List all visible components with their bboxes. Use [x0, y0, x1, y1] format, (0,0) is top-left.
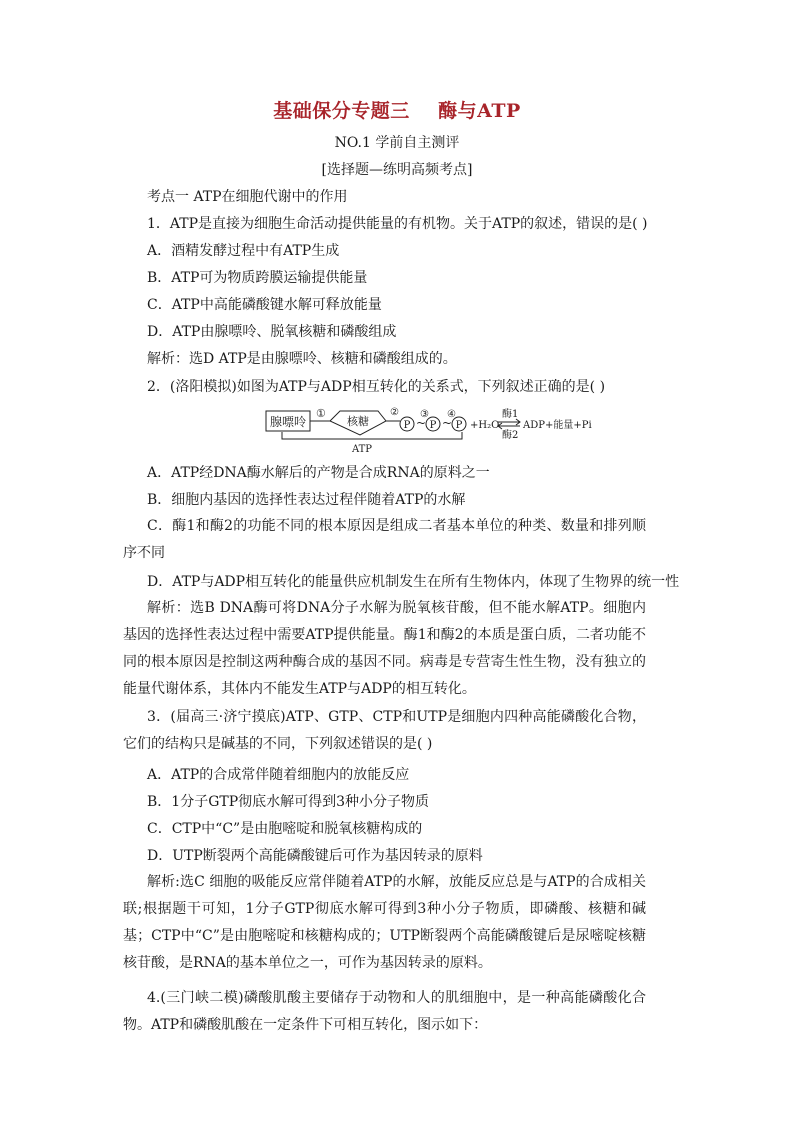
adenine-label: 腺嘌呤	[269, 415, 307, 429]
bond-2-label: ②	[390, 407, 399, 418]
ribose-label: 核糖	[347, 415, 369, 428]
q1-option-b: B．ATP可为物质跨膜运输提供能量	[147, 270, 368, 286]
q3-option-c: C．CTP中“C”是由胞嘧啶和脱氧核糖构成的	[147, 821, 423, 837]
q1-option-a: A．酒精发酵过程中有ATP生成	[147, 243, 340, 259]
atp-adp-diagram	[264, 405, 594, 457]
bond-4-label: ④	[447, 409, 456, 420]
bond-1-label: ①	[316, 407, 326, 420]
q3-analysis: 解析:选C 细胞的吸能反应常伴随着ATP的水解，放能反应总是与ATP的合成相关联;根据题干可知，1分子GTP彻底水解可得到3种小分子物质，即磷酸、核糖和碱基；CTP中“C”是由胞嘧啶和核糖构成的；UTP断裂两个高能磷酸键后是尿嘧啶核糖核苷酸，是RNA的基本单位之一，可作为基因转录的原料。	[123, 874, 646, 971]
q4-stem: 4.(三门峡二模)磷酸肌酸主要储存于动物和人的肌细胞中，是一种高能磷酸化合物。ATP和磷酸肌酸在一定条件下可相互转化，图示如下：	[123, 990, 646, 1033]
svg-text:P: P	[429, 420, 437, 431]
q2-option-c: C．酶1和酶2的功能不同的根本原因是组成二者基本单位的种类、数量和排列顺序不同	[123, 518, 646, 561]
topic-heading: 考点一 ATP在细胞代谢中的作用	[147, 189, 348, 205]
enzyme-2-label: 酶2	[502, 430, 519, 441]
atp-bracket	[282, 432, 462, 439]
q1-option-d: D．ATP由腺嘌呤、脱氧核糖和磷酸组成	[147, 324, 397, 340]
q3-option-d: D．UTP断裂两个高能磷酸键后可作为基因转录的原料	[147, 848, 483, 864]
subsection-heading: [选择题—练明高频考点]	[321, 162, 473, 178]
q2-stem: 2．(洛阳模拟)如图为ATP与ADP相互转化的关系式，下列叙述正确的是( )	[147, 379, 606, 395]
svg-text:~: ~	[442, 416, 453, 430]
q2-option-b: B．细胞内基因的选择性表达过程伴随着ATP的水解	[147, 492, 466, 508]
page-title: 基础保分专题三 酶与ATP	[273, 100, 521, 122]
svg-text:~: ~	[416, 416, 427, 430]
q1-option-c: C．ATP中高能磷酸键水解可释放能量	[147, 297, 382, 313]
q1-stem: 1．ATP是直接为细胞生命活动提供能量的有机物。关于ATP的叙述，错误的是( )	[147, 216, 648, 232]
q2-option-a: A．ATP经DNA酶水解后的产物是合成RNA的原料之一	[147, 465, 490, 481]
section-heading: NO.1 学前自主测评	[334, 135, 460, 151]
q2-option-d: D．ATP与ADP相互转化的能量供应机制发生在所有生物体内，体现了生物界的统一性	[147, 574, 680, 590]
products-label: ADP+能量+Pi	[523, 420, 592, 431]
bond-3-label: ③	[420, 409, 429, 420]
q3-option-a: A．ATP的合成常伴随着细胞内的放能反应	[147, 767, 410, 783]
q2-analysis: 解析：选B DNA酶可将DNA分子水解为脱氧核苷酸，但不能水解ATP。细胞内基因的选择性表达过程中需要ATP提供能量。酶1和酶2的本质是蛋白质，二者功能不同的根本原因是控制这两种酶合成的基因不同。病毒是专营寄生性生物，没有独立的能量代谢体系，其体内不能发生ATP与ADP的相互转化。	[123, 600, 646, 697]
atp-label: ATP	[351, 444, 373, 455]
q1-analysis: 解析：选D ATP是由腺嘌呤、核糖和磷酸组成的。	[147, 351, 457, 367]
svg-text:P: P	[455, 420, 463, 431]
q3-stem: 3．(届高三·济宁摸底)ATP、GTP、CTP和UTP是细胞内四种高能磷酸化合物，它们的结构只是碱基的不同，下列叙述错误的是( )	[123, 709, 646, 752]
enzyme-1-label: 酶1	[502, 409, 519, 420]
water-label: +H₂O	[470, 420, 500, 431]
svg-text:P: P	[403, 420, 411, 431]
q3-option-b: B．1分子GTP彻底水解可得到3种小分子物质	[147, 794, 430, 810]
